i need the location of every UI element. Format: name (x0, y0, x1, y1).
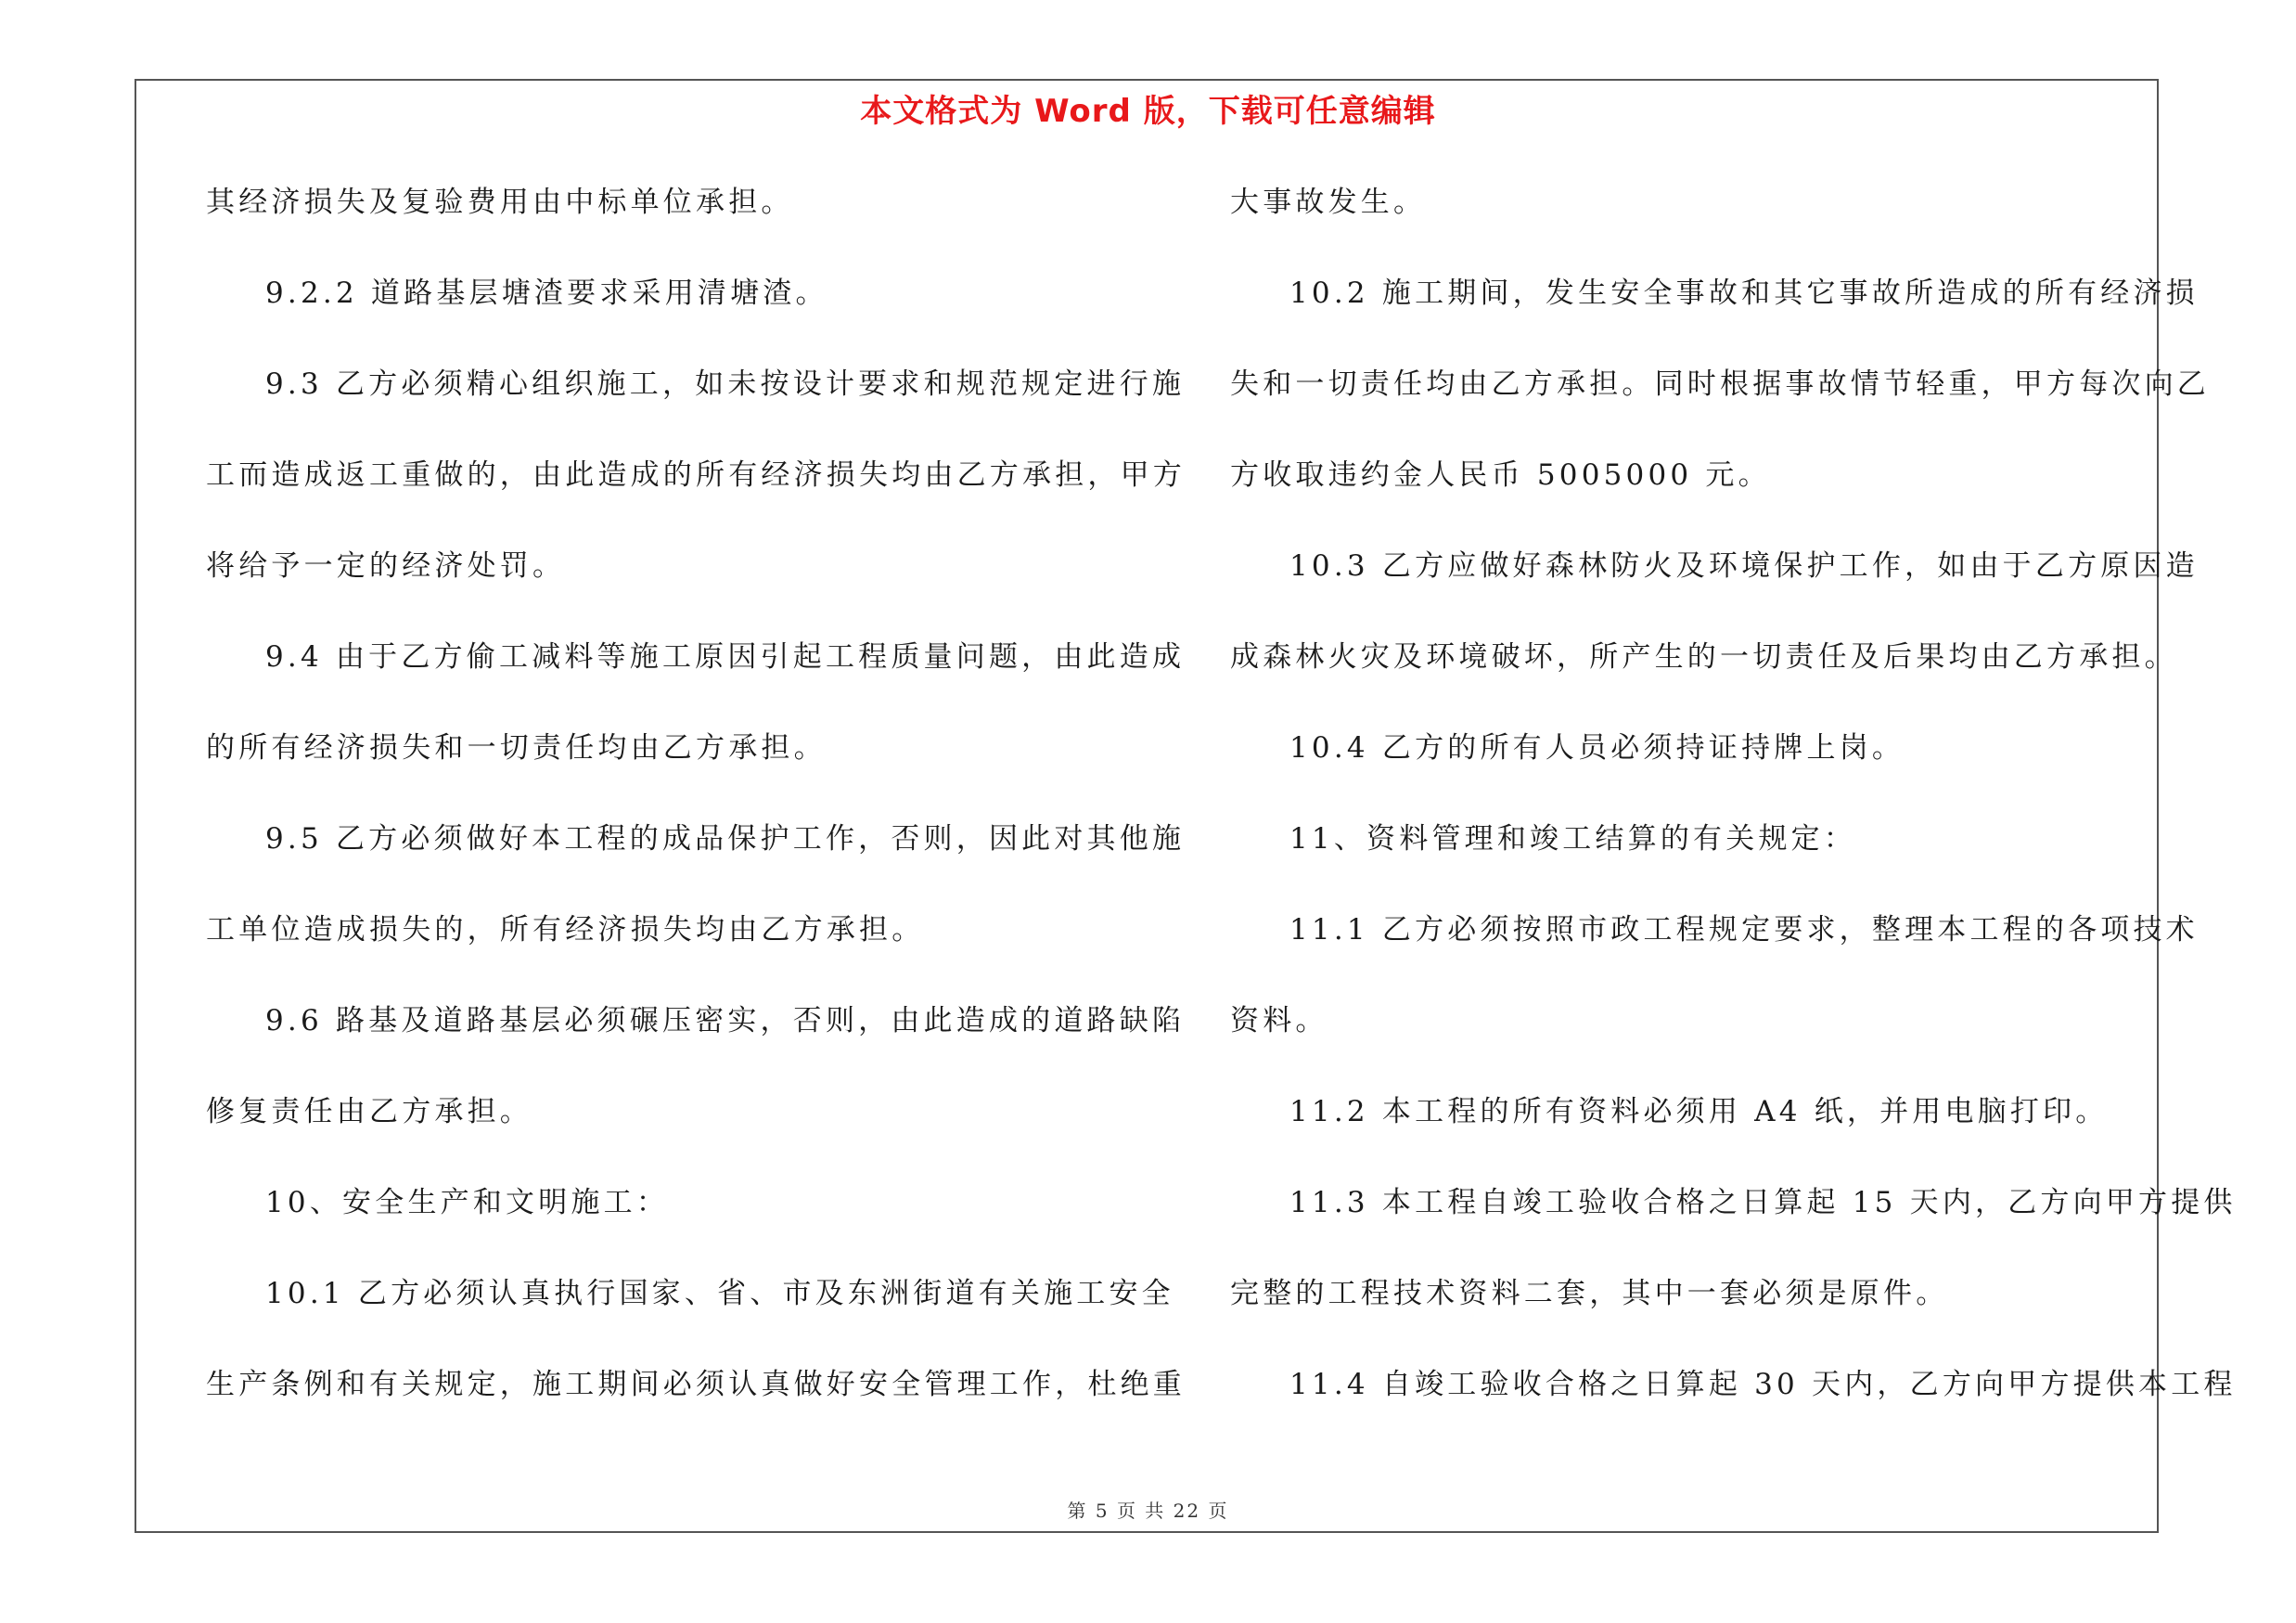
paragraph-line: 生产条例和有关规定，施工期间必须认真做好安全管理工作，杜绝重 (206, 1368, 1186, 1401)
paragraph-line: 9.2.2 道路基层塘渣要求采用清塘渣。 (265, 277, 828, 310)
paragraph-line: 11.4 自竣工验收合格之日算起 30 天内，乙方向甲方提供本工程 (1289, 1368, 2237, 1401)
paragraph-line: 成森林火灾及环境破坏，所产生的一切责任及后果均由乙方承担。 (1230, 640, 2177, 674)
paragraph-line: 完整的工程技术资料二套，其中一套必须是原件。 (1230, 1277, 1949, 1310)
paragraph-line: 11.1 乙方必须按照市政工程规定要求，整理本工程的各项技术 (1289, 913, 2199, 947)
paragraph-line: 失和一切责任均由乙方承担。同时根据事故情节轻重，甲方每次向乙 (1230, 367, 2210, 401)
paragraph-line: 10.3 乙方应做好森林防火及环境保护工作，如由于乙方原因造 (1289, 549, 2199, 583)
paragraph-line: 9.6 路基及道路基层必须碾压密实，否则，由此造成的道路缺陷 (265, 1004, 1186, 1037)
paragraph-line: 资料。 (1230, 1004, 1328, 1037)
paragraph-line: 11.2 本工程的所有资料必须用 A4 纸，并用电脑打印。 (1289, 1095, 2109, 1128)
word-format-banner: 本文格式为 Word 版，下载可任意编辑 (860, 93, 1436, 130)
paragraph-line: 10.4 乙方的所有人员必须持证持牌上岗。 (1289, 731, 1905, 765)
paragraph-line: 方收取违约金人民币 5005000 元。 (1230, 458, 1771, 492)
paragraph-line: 其经济损失及复验费用由中标单位承担。 (206, 186, 794, 219)
paragraph-line: 11.3 本工程自竣工验收合格之日算起 15 天内，乙方向甲方提供 (1289, 1186, 2237, 1219)
paragraph-line: 大事故发生。 (1230, 186, 1427, 219)
paragraph-line: 工而造成返工重做的，由此造成的所有经济损失均由乙方承担，甲方 (206, 458, 1186, 492)
paragraph-line: 11、资料管理和竣工结算的有关规定： (1289, 822, 1857, 856)
paragraph-line: 10.2 施工期间，发生安全事故和其它事故所造成的所有经济损 (1289, 277, 2199, 310)
paragraph-line: 9.3 乙方必须精心组织施工，如未按设计要求和规范规定进行施 (265, 367, 1186, 401)
paragraph-line: 10、安全生产和文明施工： (265, 1186, 670, 1219)
page-number-footer: 第 5 页 共 22 页 (1067, 1500, 1229, 1522)
paragraph-line: 的所有经济损失和一切责任均由乙方承担。 (206, 731, 827, 765)
paragraph-line: 9.5 乙方必须做好本工程的成品保护工作，否则，因此对其他施 (265, 822, 1186, 856)
paragraph-line: 工单位造成损失的，所有经济损失均由乙方承担。 (206, 913, 925, 947)
paragraph-line: 9.4 由于乙方偷工减料等施工原因引起工程质量问题，由此造成 (265, 640, 1186, 674)
paragraph-line: 将给予一定的经济处罚。 (206, 549, 566, 583)
paragraph-line: 10.1 乙方必须认真执行国家、省、市及东洲街道有关施工安全 (265, 1277, 1174, 1310)
paragraph-line: 修复责任由乙方承担。 (206, 1095, 532, 1128)
